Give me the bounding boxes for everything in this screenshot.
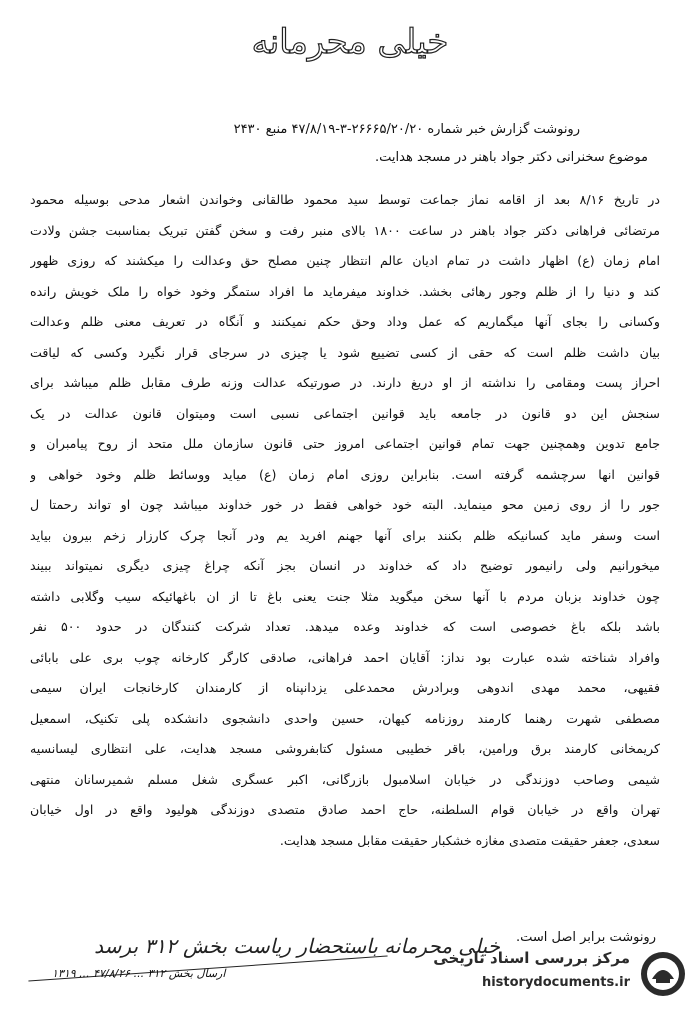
watermark-text: مرکز بررسی اسناد تاریخی — [433, 949, 630, 967]
report-body — [30, 185, 660, 856]
body-line: سنجش این دو قانون در جامعه باید قوانین اجتماعی نسبی است ومیتوان قانون عدالت در یک — [30, 405, 660, 421]
body-line: در تاریخ ۸/۱۶ بعد از اقامه نماز جماعت توسط سید محمود طالقانی وخواندن اشعار مدحی بوسیله محمود — [30, 192, 660, 207]
body-line: چون خداوند بزبان مردم با آنها سخن میگوید مثلا جنت یعنی باغ تا از ان باغهائیکه سیب وگلابی داشته — [30, 588, 660, 604]
body-line: قوانین انها سرچشمه گرفته است. بنابراین روزی امام زمان (ع) میاید ووسائط ظلم وخود خواهی و — [30, 466, 660, 482]
body-line: شیمی وصاحب دوزندگی در خیابان اسلامبول بازرگانی، اکبر عسگری شغل مسلم شمیرسانان منتهی — [30, 771, 660, 787]
body-line: بیان داشت ظلم است که حقی از کسی تضییع شود یا چیزی در سرجای قرار نگیرد وکسی که لیاقت — [30, 344, 660, 360]
archive-watermark — [432, 945, 692, 1003]
body-line: باشد بلکه باغ خصوصی است که خداوند وعده میدهد. تعداد شرکت کنندگان در حدود ۵۰۰ نفر — [30, 619, 660, 634]
classification-stamp: خیلی محرمانه — [251, 22, 449, 62]
body-line: سعدی، جعفر حقیقت متصدی مغازه خشکبار حقیقت مقابل مسجد هدایت. — [279, 832, 660, 848]
report-reference: رونوشت گزارش خبر شماره ۲۶۶۶۵/۲۰/۲۰-۳-۴۷/۸/۱۹ منبع ۲۴۳۰ — [233, 122, 580, 137]
body-line: فقیهی، محمد مهدی اندوهی وبرادرش محمدعلی یزدانپناه از کارمندان کارخانجات ایران سیمی — [30, 680, 660, 695]
body-line: مصطفی شهرت رهنما کارمند روزنامه کیهان، حسین واحدی دانشجوی دانشکده پلی تکنیک، اسمعیل — [30, 710, 660, 726]
body-line: وافراد شناخته شده عبارت بود نداز: آقایان احمد فراهانی، صادقی کارگر کارخانه چوب بری علی بابائی — [30, 649, 660, 665]
body-line: مرتضائی فراهانی دکتر جواد باهنر در ساعت ۱۸۰۰ بالای منبر رفت و سخن گفتن تبریک بمناسبت جشن ولادت — [30, 222, 660, 238]
archive-emblem-icon — [638, 949, 688, 999]
report-subject: موضوع سخنرانی دکتر جواد باهنر در مسجد هدایت. — [375, 150, 648, 165]
body-line: تهران واقع در خیابان قوام السلطنه، حاج احمد صادق متصدی دوزندگی هولیود واقع در اول خیابان — [30, 802, 660, 817]
body-line: امام زمان (ع) اظهار داشت در تمام ادیان عالم انتظار چنین مصلح حق وعدالت را میکشند که روزی ظهور — [30, 253, 660, 268]
body-line: است وسفر ماید کسانیکه ظلم بکنند برای آنها جهنم افرید یم ودر آنجا چرک کارزار زخم بیرون بیاید — [30, 527, 660, 543]
body-line: کند و دنیا را از ظلم وجور رهائی بخشد. خداوند میفرماید ما افراد ستمگر وخود خواه را ملک خویش رانده — [30, 283, 660, 299]
body-line: کریمخانی کارمند برق ورامین، باقر خطیبی مسئول کتابفروشی مسجد هدایت، علی انتظاری لیسانسیه — [30, 741, 660, 756]
handwritten-signature: خیلی محرمانه باستحضار ریاست بخش ۳۱۲ برسد — [94, 934, 500, 958]
body-line: جور را از روی زمین محو مینماید. البته خود خواهی فقط در خور خداوند میباشد چون او تواند رحمتا ل — [30, 497, 660, 512]
footer-handwritten-note: ارسال بخش ۳۱۲ ... ۴۷/۸/۲۶ ... ۱۳۱۹ — [52, 967, 226, 980]
body-line: میخورانیم ولی رانیمور توضیح داد که خداوند در انسان بجز آنکه چراغ چیزی دیگری نمیتواند ببیند — [30, 558, 660, 573]
body-line: احراز پست ومقامی را نداشته از او دریغ دارند. در صورتیکه عدالت وزنه طرف مقابل ظلم میباشد برای — [30, 375, 660, 390]
watermark-url: historydocuments.ir — [481, 975, 630, 990]
body-line: وکسانی را بجای آنها میگماریم که عمل وداد وحق حکم نمیکنند و آنگاه در تعریف معنی ظلم وعدالت — [30, 314, 660, 329]
closing-certification: رونوشت برابر اصل است. — [515, 930, 656, 945]
body-line: جامع تدوین وهمچنین جهت تمام قوانین اجتماعی امروز حتی قانون سازمان ملل متحد از روح پیامبران و — [30, 436, 660, 451]
